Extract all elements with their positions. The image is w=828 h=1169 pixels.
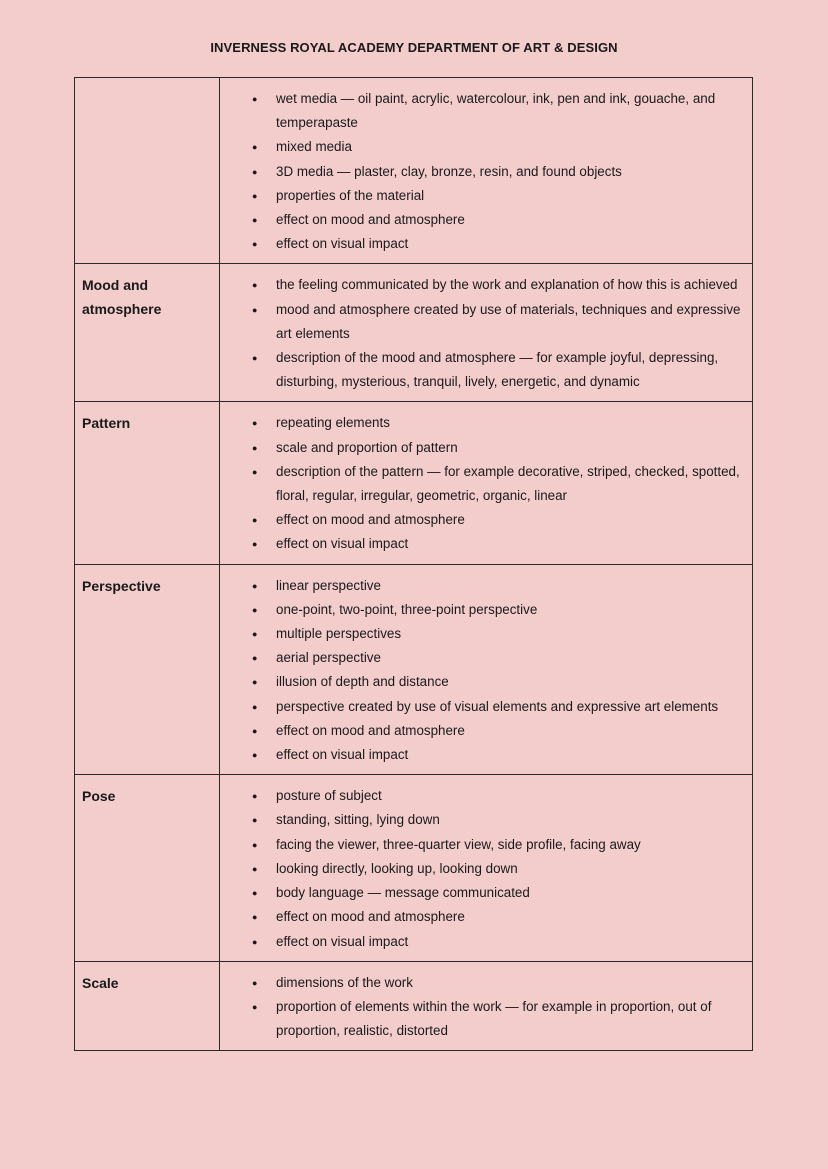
list-item: ● looking directly, looking up, looking down [220, 857, 744, 881]
list-item: ● one-point, two-point, three-point perspective [220, 598, 744, 622]
list-item: ● effect on visual impact [220, 532, 744, 556]
list-item: ● posture of subject [220, 784, 744, 808]
list-item: ● illusion of depth and distance [220, 670, 744, 694]
page-title: INVERNESS ROYAL ACADEMY DEPARTMENT OF ART & DESIGN [210, 40, 618, 55]
list-item: ● properties of the material [220, 184, 744, 208]
bullet-list [220, 87, 744, 256]
list-item: ● proportion of elements within the work — for example in proportion, out of proportion, realistic, distorted [220, 995, 744, 1043]
list-item: ● mood and atmosphere created by use of materials, techniques and expressive art elements [220, 298, 744, 346]
list-item: ● 3D media — plaster, clay, bronze, resin, and found objects [220, 160, 744, 184]
list-item: ● mixed media [220, 135, 744, 159]
list-item: ● effect on mood and atmosphere [220, 719, 744, 743]
description-cell [220, 402, 753, 564]
glossary-table [74, 77, 753, 1051]
list-item: ● perspective created by use of visual elements and expressive art elements [220, 695, 744, 719]
list-item: ● description of the pattern — for example decorative, striped, checked, spotted, floral, regular, irregular, geometric, organic, linear [220, 460, 744, 508]
table-row [75, 264, 753, 402]
description-cell [220, 564, 753, 775]
list-item: ● dimensions of the work [220, 971, 744, 995]
term-cell: Pose [75, 775, 220, 961]
description-cell [220, 78, 753, 264]
list-item: ● effect on visual impact [220, 232, 744, 256]
description-cell [220, 961, 753, 1051]
description-cell [220, 264, 753, 402]
table-row [75, 564, 753, 775]
list-item: ● linear perspective [220, 574, 744, 598]
term-cell: Perspective [75, 564, 220, 775]
list-item: ● multiple perspectives [220, 622, 744, 646]
bullet-list [220, 784, 744, 953]
list-item: ● repeating elements [220, 411, 744, 435]
term-cell [75, 78, 220, 264]
table-row [75, 961, 753, 1051]
term-cell: Scale [75, 961, 220, 1051]
list-item: ● effect on mood and atmosphere [220, 905, 744, 929]
table-row [75, 775, 753, 961]
list-item: ● effect on mood and atmosphere [220, 208, 744, 232]
bullet-list [220, 971, 744, 1044]
list-item: ● effect on visual impact [220, 743, 744, 767]
table-row [75, 402, 753, 564]
bullet-list [220, 411, 744, 556]
term-cell: Mood and atmosphere [75, 264, 220, 402]
list-item: ● aerial perspective [220, 646, 744, 670]
list-item: ● description of the mood and atmosphere — for example joyful, depressing, disturbing, mysterious, tranquil, lively, energetic, and dynamic [220, 346, 744, 394]
list-item: ● facing the viewer, three-quarter view, side profile, facing away [220, 833, 744, 857]
term-cell: Pattern [75, 402, 220, 564]
bullet-list [220, 574, 744, 768]
bullet-list [220, 273, 744, 394]
list-item: ● standing, sitting, lying down [220, 808, 744, 832]
description-cell [220, 775, 753, 961]
list-item: ● the feeling communicated by the work and explanation of how this is achieved [220, 273, 744, 297]
list-item: ● effect on mood and atmosphere [220, 508, 744, 532]
table-row [75, 78, 753, 264]
list-item: ● wet media — oil paint, acrylic, watercolour, ink, pen and ink, gouache, and temperapaste [220, 87, 744, 135]
list-item: ● effect on visual impact [220, 930, 744, 954]
list-item: ● body language — message communicated [220, 881, 744, 905]
list-item: ● scale and proportion of pattern [220, 436, 744, 460]
